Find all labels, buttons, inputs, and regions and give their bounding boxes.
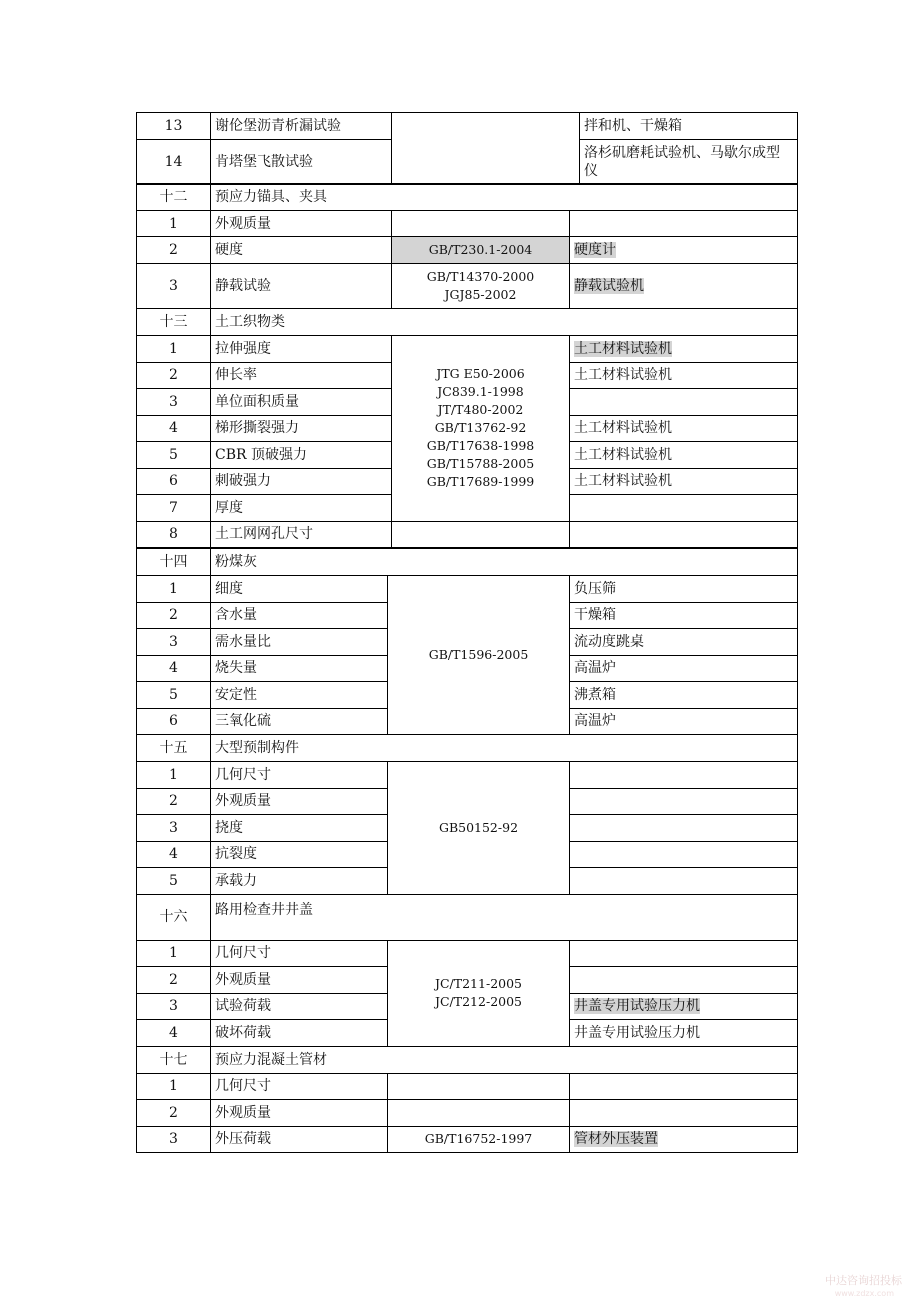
table-row: 1 几何尺寸 [137, 1073, 798, 1100]
table-row: 2 伸长率 土工材料试验机 [137, 362, 798, 389]
table-row: 4 梯形撕裂强力 土工材料试验机 [137, 415, 798, 442]
section-row: 十三 土工织物类 [137, 309, 798, 336]
table-block-b [136, 183, 798, 548]
equipment-label: 静载试验机 [574, 278, 644, 294]
standards-cell: GB50152-92 [388, 762, 570, 895]
equipment-label: 土工材料试验机 [574, 340, 672, 357]
table-block-c [136, 548, 798, 1153]
table-row: 5 安定性 沸煮箱 [137, 682, 798, 709]
section-title: 路用检查井井盖 [211, 894, 798, 940]
table-row: 4 抗裂度 [137, 841, 798, 868]
standards-cell: JC/T211-2005 JC/T212-2005 [388, 940, 570, 1046]
table-row: 1 几何尺寸 GB50152-92 [137, 762, 798, 789]
table-row: 6 刺破强力 土工材料试验机 [137, 468, 798, 495]
standards-cell: JTG E50-2006 JC839.1-1998 JT/T480-2002 GB/T13762-92 GB/T17638-1998 GB/T15788-2005 GB/T17689-1999 [392, 336, 570, 522]
table-row: 3 静载试验 GB/T14370-2000 JGJ85-2002 静载试验机 [137, 264, 798, 309]
table-row: 2 外观质量 [137, 967, 798, 994]
table-block-a [136, 112, 798, 185]
section-title: 粉煤灰 [211, 549, 798, 576]
table-row: 2 外观质量 [137, 1100, 798, 1127]
section-row: 十六 路用检查井井盖 [137, 894, 798, 940]
table-row: 14 肯塔堡飞散试验 洛杉矶磨耗试验机、马歇尔成型仪 [137, 140, 798, 185]
section-row: 十七 预应力混凝土管材 [137, 1046, 798, 1073]
section-title: 大型预制构件 [211, 735, 798, 762]
section-title: 预应力混凝土管材 [211, 1046, 798, 1073]
section-title: 预应力锚具、夹具 [211, 184, 798, 211]
table-row: 1 细度 GB/T1596-2005 负压筛 [137, 576, 798, 603]
section-row: 十四 粉煤灰 [137, 549, 798, 576]
table-row: 6 三氧化硫 高温炉 [137, 708, 798, 735]
table-row: 13 谢伦堡沥青析漏试验 拌和机、干燥箱 [137, 113, 798, 140]
table-row: 4 破坏荷载 井盖专用试验压力机 [137, 1020, 798, 1047]
section-row: 十五 大型预制构件 [137, 735, 798, 762]
table-row: 3 需水量比 流动度跳桌 [137, 629, 798, 656]
table-row: 4 烧失量 高温炉 [137, 655, 798, 682]
section-title: 土工织物类 [211, 309, 798, 336]
table-row: 1 几何尺寸 JC/T211-2005 JC/T212-2005 [137, 940, 798, 967]
table-row: 3 外压荷载 GB/T16752-1997 管材外压装置 [137, 1126, 798, 1153]
table-row: 5 承载力 [137, 868, 798, 895]
watermark-text: 中达咨询招投标 [825, 1274, 902, 1287]
table-row: 3 试验荷载 井盖专用试验压力机 [137, 993, 798, 1020]
equipment-label: 硬度计 [574, 242, 616, 258]
table-row: 2 硬度 GB/T230.1-2004 硬度计 [137, 237, 798, 264]
table-row: 1 拉伸强度 JTG E50-2006 JC839.1-1998 JT/T480-2002 GB/T13762-92 GB/T17638-1998 GB/T15788-2005 GB/T17689-1999 土工材料试验机 [137, 336, 798, 363]
table-row: 5 CBR 顶破强力 土工材料试验机 [137, 442, 798, 469]
table-row: 7 厚度 [137, 495, 798, 522]
table-row: 3 单位面积质量 [137, 389, 798, 416]
table-row: 3 挠度 [137, 815, 798, 842]
table-row: 2 含水量 干燥箱 [137, 602, 798, 629]
equipment-label: 井盖专用试验压力机 [574, 998, 700, 1015]
watermark-url: www.zdzx.com [834, 1289, 894, 1298]
standards-cell: GB/T1596-2005 [388, 576, 570, 735]
table-row: 2 外观质量 [137, 788, 798, 815]
equipment-label: 管材外压装置 [574, 1131, 658, 1148]
table-row: 8 土工网网孔尺寸 [137, 521, 798, 548]
table-row: 1 外观质量 [137, 211, 798, 237]
section-row: 十二 预应力锚具、夹具 [137, 184, 798, 211]
